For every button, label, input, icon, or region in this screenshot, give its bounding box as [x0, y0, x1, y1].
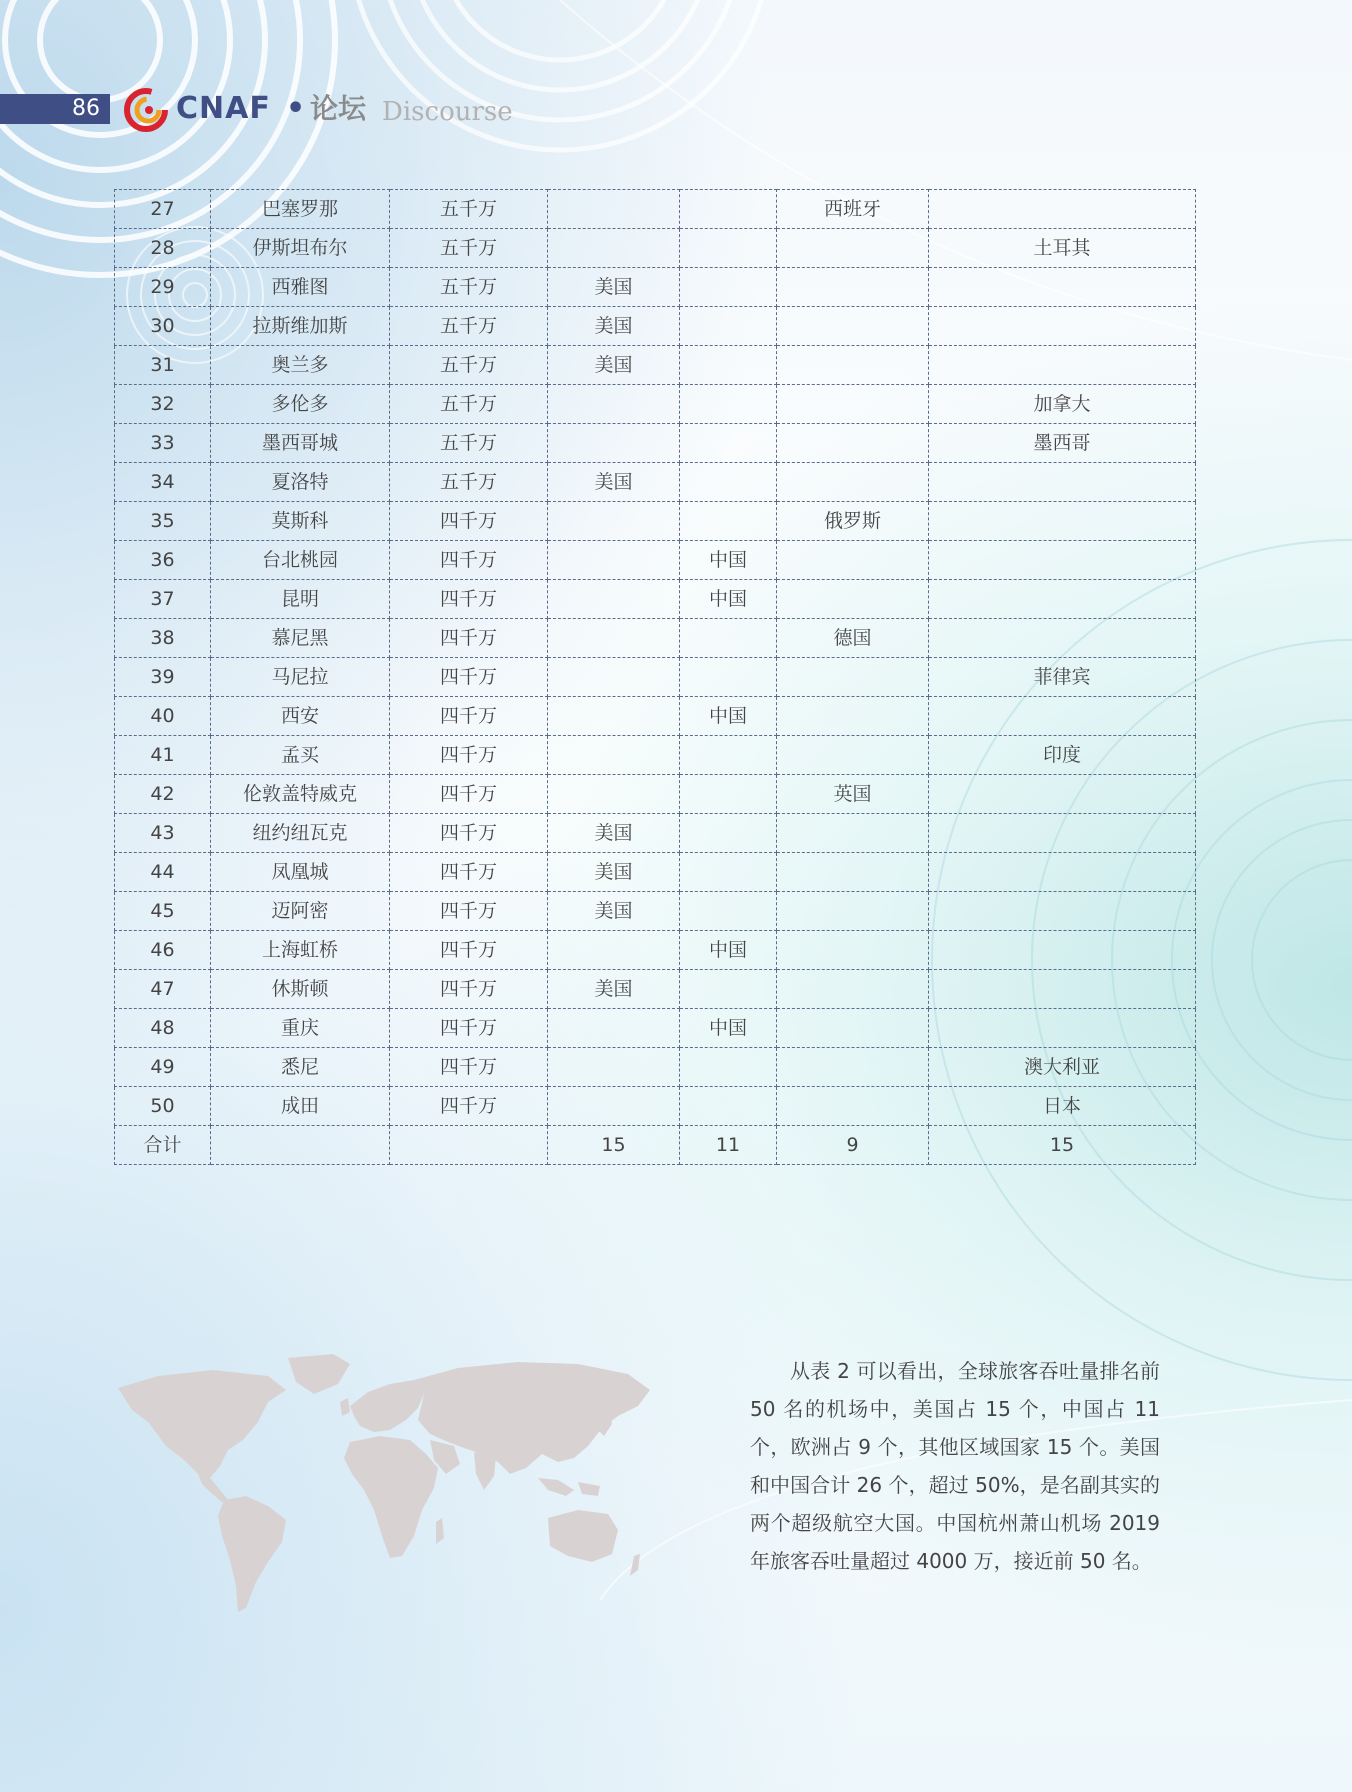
table-cell — [777, 1087, 929, 1126]
table-cell — [680, 1048, 777, 1087]
table-cell — [929, 697, 1196, 736]
table-cell — [680, 814, 777, 853]
table-cell: 澳大利亚 — [929, 1048, 1196, 1087]
table-row — [115, 502, 1196, 541]
table-cell — [929, 775, 1196, 814]
cnaf-logo-icon — [124, 88, 168, 132]
table-cell: 中国 — [680, 541, 777, 580]
table-cell: 五千万 — [390, 463, 548, 502]
table-cell — [680, 385, 777, 424]
table-cell: 28 — [115, 229, 211, 268]
table-cell: 中国 — [680, 931, 777, 970]
table-cell: 重庆 — [211, 1009, 390, 1048]
table-cell: 四千万 — [390, 892, 548, 931]
table-cell — [548, 385, 680, 424]
table-cell — [929, 307, 1196, 346]
table-cell: 49 — [115, 1048, 211, 1087]
table-cell: 伦敦盖特威克 — [211, 775, 390, 814]
table-cell — [777, 658, 929, 697]
table-cell: 莫斯科 — [211, 502, 390, 541]
table-cell: 46 — [115, 931, 211, 970]
table-cell — [929, 190, 1196, 229]
table-cell — [680, 619, 777, 658]
table-cell — [548, 580, 680, 619]
table-row — [115, 658, 1196, 697]
table-cell — [777, 697, 929, 736]
table-row — [115, 1009, 1196, 1048]
table-row — [115, 892, 1196, 931]
table-cell — [680, 268, 777, 307]
table-cell — [929, 853, 1196, 892]
table-cell — [777, 307, 929, 346]
table-cell: 32 — [115, 385, 211, 424]
table-cell: 29 — [115, 268, 211, 307]
table-cell: 美国 — [548, 268, 680, 307]
table-cell: 27 — [115, 190, 211, 229]
table-cell: 四千万 — [390, 1048, 548, 1087]
summary-paragraph — [750, 1352, 1160, 1580]
brand-separator: • — [286, 91, 306, 126]
table-cell: 四千万 — [390, 736, 548, 775]
table-cell: 四千万 — [390, 1009, 548, 1048]
table-cell — [548, 697, 680, 736]
table-cell — [929, 931, 1196, 970]
table-cell: 西雅图 — [211, 268, 390, 307]
table-cell: 30 — [115, 307, 211, 346]
table-cell: 墨西哥 — [929, 424, 1196, 463]
table-cell: 成田 — [211, 1087, 390, 1126]
table-cell — [777, 424, 929, 463]
table-cell — [548, 229, 680, 268]
table-cell — [777, 853, 929, 892]
table-cell: 36 — [115, 541, 211, 580]
table-cell: 33 — [115, 424, 211, 463]
table-row — [115, 931, 1196, 970]
table-cell: 菲律宾 — [929, 658, 1196, 697]
table-cell — [680, 190, 777, 229]
table-cell: 印度 — [929, 736, 1196, 775]
table-row — [115, 424, 1196, 463]
table-cell: 美国 — [548, 970, 680, 1009]
table-cell — [548, 190, 680, 229]
table-cell — [548, 1009, 680, 1048]
table-cell: 四千万 — [390, 1087, 548, 1126]
table-cell — [548, 736, 680, 775]
table-cell — [777, 463, 929, 502]
table-cell: 加拿大 — [929, 385, 1196, 424]
page-number-bar — [0, 94, 110, 124]
table-cell — [548, 1048, 680, 1087]
table-cell: 西班牙 — [777, 190, 929, 229]
table-cell: 美国 — [548, 463, 680, 502]
table-cell — [680, 502, 777, 541]
table-cell — [548, 619, 680, 658]
table-cell: 迈阿密 — [211, 892, 390, 931]
table-cell — [680, 307, 777, 346]
table-row — [115, 307, 1196, 346]
table-cell: 四千万 — [390, 853, 548, 892]
table-cell — [548, 775, 680, 814]
table-cell: 50 — [115, 1087, 211, 1126]
table-cell: 五千万 — [390, 346, 548, 385]
table-cell — [548, 931, 680, 970]
table-cell: 15 — [548, 1126, 680, 1165]
table-cell: 凤凰城 — [211, 853, 390, 892]
table-cell: 40 — [115, 697, 211, 736]
table-cell: 9 — [777, 1126, 929, 1165]
table-row — [115, 346, 1196, 385]
table-cell — [777, 268, 929, 307]
table-cell: 巴塞罗那 — [211, 190, 390, 229]
table-cell — [548, 502, 680, 541]
table-cell: 美国 — [548, 346, 680, 385]
table-row — [115, 775, 1196, 814]
table-cell: 四千万 — [390, 931, 548, 970]
table-cell — [680, 736, 777, 775]
table-cell: 台北桃园 — [211, 541, 390, 580]
table-cell — [929, 463, 1196, 502]
table-cell: 45 — [115, 892, 211, 931]
table-cell: 44 — [115, 853, 211, 892]
table-cell — [680, 229, 777, 268]
table-cell: 四千万 — [390, 814, 548, 853]
table-cell — [680, 892, 777, 931]
table-cell: 纽约纽瓦克 — [211, 814, 390, 853]
table-cell: 37 — [115, 580, 211, 619]
table-row — [115, 814, 1196, 853]
table-cell — [680, 970, 777, 1009]
airport-ranking-table — [114, 189, 1196, 1165]
section-title-cn: 论坛 — [310, 92, 367, 125]
table-cell — [548, 424, 680, 463]
table-cell — [929, 268, 1196, 307]
table-cell: 慕尼黑 — [211, 619, 390, 658]
table-cell: 日本 — [929, 1087, 1196, 1126]
table-body — [115, 190, 1196, 1165]
table-cell — [777, 580, 929, 619]
table-cell — [929, 580, 1196, 619]
table-cell: 15 — [929, 1126, 1196, 1165]
page-number: 86 — [72, 96, 100, 121]
table-cell: 美国 — [548, 892, 680, 931]
table-cell — [929, 619, 1196, 658]
table-cell — [929, 970, 1196, 1009]
table-cell: 英国 — [777, 775, 929, 814]
table-cell: 五千万 — [390, 268, 548, 307]
table-cell: 昆明 — [211, 580, 390, 619]
table-cell: 上海虹桥 — [211, 931, 390, 970]
table-cell: 美国 — [548, 853, 680, 892]
table-cell — [548, 541, 680, 580]
table-cell: 夏洛特 — [211, 463, 390, 502]
table-cell: 31 — [115, 346, 211, 385]
table-cell — [777, 970, 929, 1009]
table-cell — [680, 424, 777, 463]
table-row — [115, 853, 1196, 892]
table-cell — [548, 1087, 680, 1126]
brand-name: CNAF — [176, 91, 271, 126]
table-cell: 中国 — [680, 697, 777, 736]
table-cell: 土耳其 — [929, 229, 1196, 268]
table-cell: 48 — [115, 1009, 211, 1048]
table-cell — [777, 346, 929, 385]
table-cell: 43 — [115, 814, 211, 853]
table-cell: 五千万 — [390, 385, 548, 424]
total-row — [115, 1126, 1196, 1165]
table-cell: 35 — [115, 502, 211, 541]
table-cell — [777, 1009, 929, 1048]
table-cell: 五千万 — [390, 424, 548, 463]
table-cell: 39 — [115, 658, 211, 697]
table-cell: 41 — [115, 736, 211, 775]
table-cell — [211, 1126, 390, 1165]
section-title-en: Discourse — [382, 97, 513, 127]
table-cell: 悉尼 — [211, 1048, 390, 1087]
table-cell — [777, 892, 929, 931]
table-cell: 四千万 — [390, 970, 548, 1009]
table-cell: 美国 — [548, 814, 680, 853]
summary-text: 从表 2 可以看出，全球旅客吞吐量排名前 50 名的机场中，美国占 15 个，中国占 11 个，欧洲占 9 个，其他区域国家 15 个。美国和中国合计 26 个，超过 50%，是名副其实的两个超级航空大国。中国杭州萧山机场 2019 年旅客吞吐量超过 4000 万，接近前 50 名。 — [750, 1359, 1160, 1573]
table-cell: 四千万 — [390, 580, 548, 619]
table-cell — [777, 931, 929, 970]
table-cell: 34 — [115, 463, 211, 502]
table-row — [115, 1087, 1196, 1126]
table-cell — [777, 736, 929, 775]
table-cell — [777, 385, 929, 424]
table-cell: 五千万 — [390, 190, 548, 229]
table-cell: 孟买 — [211, 736, 390, 775]
table-row — [115, 970, 1196, 1009]
table-cell — [777, 229, 929, 268]
table-cell — [680, 346, 777, 385]
table-cell: 47 — [115, 970, 211, 1009]
table-cell: 美国 — [548, 307, 680, 346]
page-header — [0, 88, 560, 128]
table-cell: 38 — [115, 619, 211, 658]
table-cell: 中国 — [680, 1009, 777, 1048]
table-cell — [777, 541, 929, 580]
table-cell: 拉斯维加斯 — [211, 307, 390, 346]
table-cell: 奥兰多 — [211, 346, 390, 385]
table-cell — [548, 658, 680, 697]
table-cell: 四千万 — [390, 658, 548, 697]
table-row — [115, 1048, 1196, 1087]
table-cell: 墨西哥城 — [211, 424, 390, 463]
table-cell — [929, 502, 1196, 541]
table-cell: 马尼拉 — [211, 658, 390, 697]
table-cell: 伊斯坦布尔 — [211, 229, 390, 268]
table-cell: 11 — [680, 1126, 777, 1165]
table-cell — [929, 541, 1196, 580]
table-cell — [680, 853, 777, 892]
table-cell: 四千万 — [390, 775, 548, 814]
table-cell: 42 — [115, 775, 211, 814]
table-cell: 德国 — [777, 619, 929, 658]
table-row — [115, 385, 1196, 424]
table-cell — [777, 1048, 929, 1087]
table-cell: 五千万 — [390, 307, 548, 346]
table-row — [115, 190, 1196, 229]
table-cell — [929, 814, 1196, 853]
table-cell: 中国 — [680, 580, 777, 619]
table-row — [115, 697, 1196, 736]
table-cell: 俄罗斯 — [777, 502, 929, 541]
table-cell — [680, 1087, 777, 1126]
table-cell: 休斯顿 — [211, 970, 390, 1009]
table-row — [115, 736, 1196, 775]
table-cell — [680, 463, 777, 502]
table-cell: 多伦多 — [211, 385, 390, 424]
table-row — [115, 619, 1196, 658]
table-row — [115, 580, 1196, 619]
table-cell: 五千万 — [390, 229, 548, 268]
world-map-graphic — [118, 1350, 658, 1620]
table-cell: 四千万 — [390, 502, 548, 541]
table-cell: 合计 — [115, 1126, 211, 1165]
table-cell — [390, 1126, 548, 1165]
table-cell: 西安 — [211, 697, 390, 736]
table-cell — [929, 1009, 1196, 1048]
table-row — [115, 541, 1196, 580]
table-cell: 四千万 — [390, 619, 548, 658]
table-cell: 四千万 — [390, 541, 548, 580]
table-cell: 四千万 — [390, 697, 548, 736]
table-row — [115, 268, 1196, 307]
table-cell — [929, 346, 1196, 385]
table-row — [115, 229, 1196, 268]
table-cell — [680, 775, 777, 814]
table-cell — [777, 814, 929, 853]
table-cell — [680, 658, 777, 697]
table-cell — [929, 892, 1196, 931]
table-row — [115, 463, 1196, 502]
